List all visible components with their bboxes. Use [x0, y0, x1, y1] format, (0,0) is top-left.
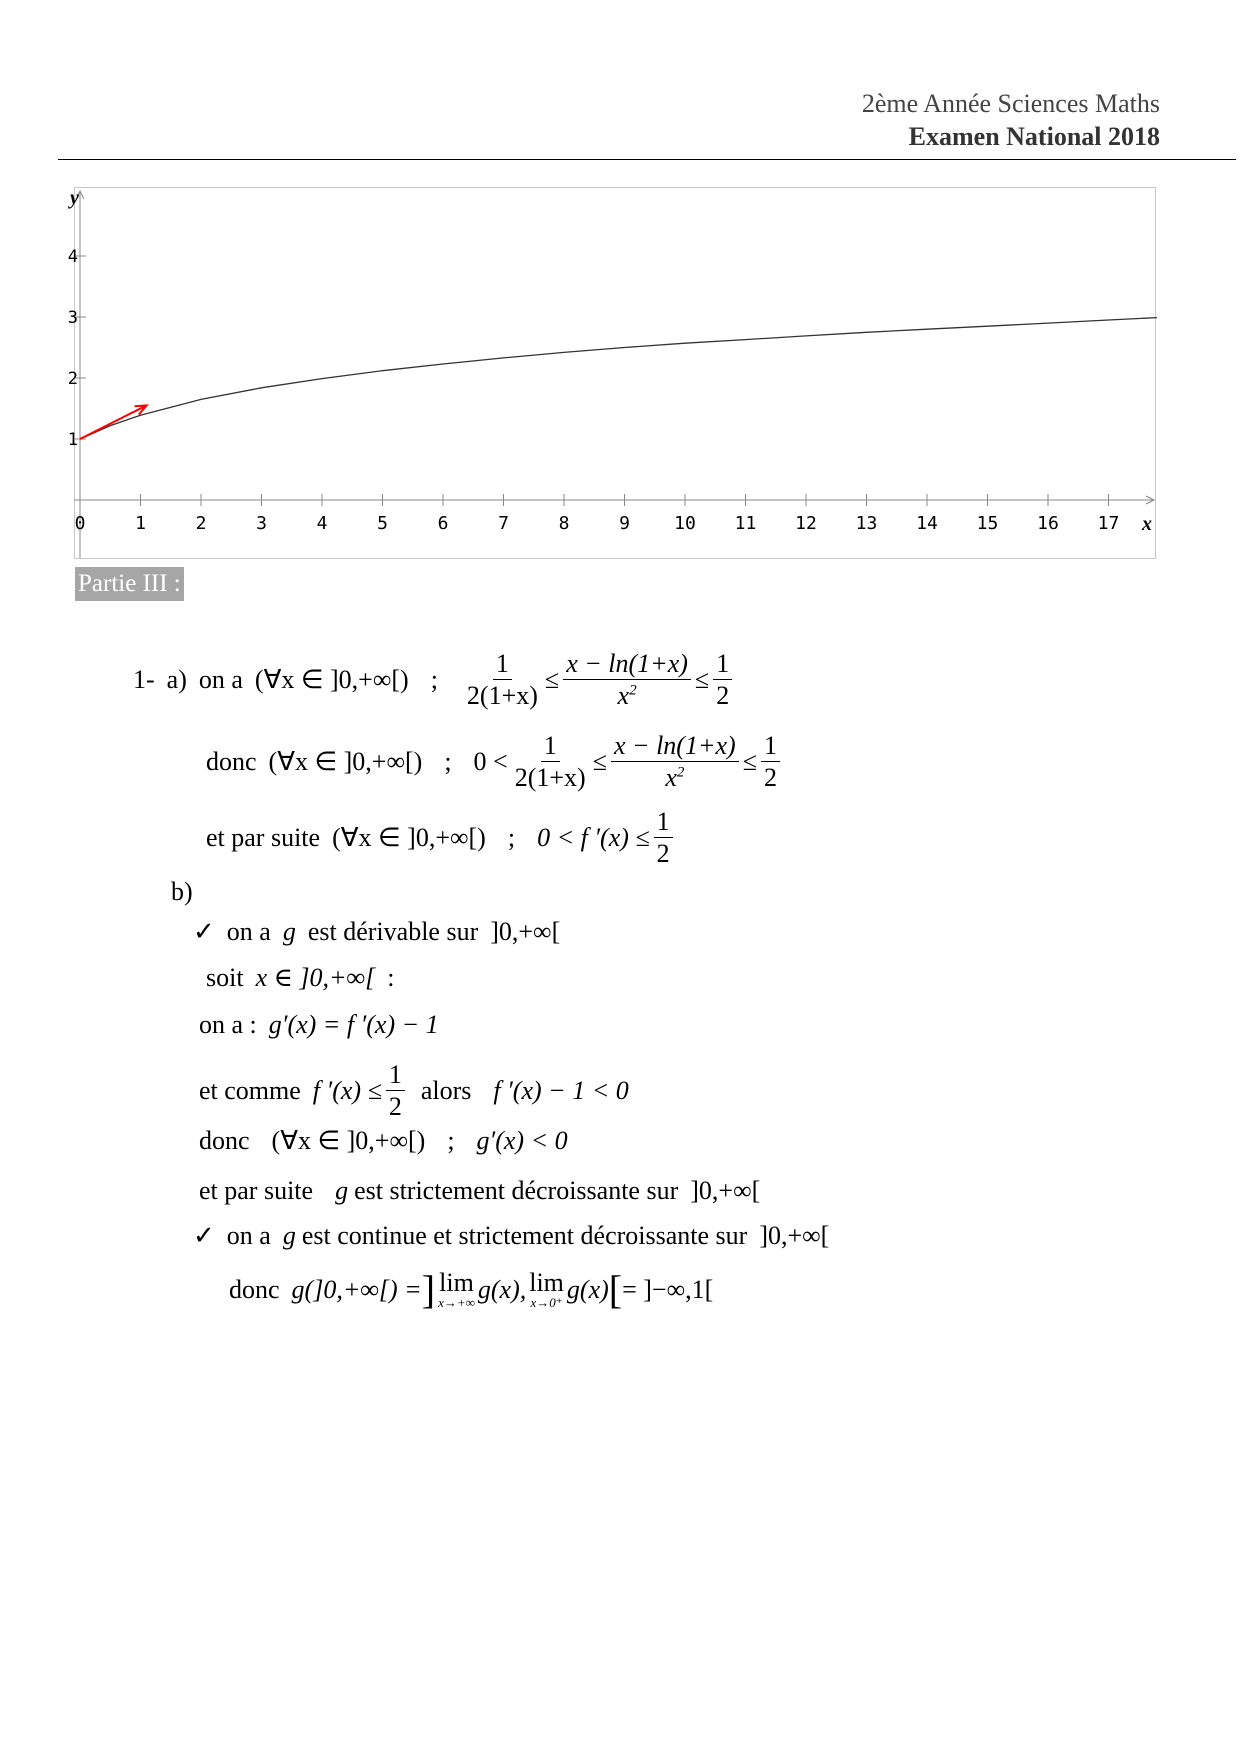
q1a-line1: [133, 650, 736, 710]
check-icon: ✓: [193, 1221, 215, 1250]
limit: [438, 1270, 475, 1309]
q1b-line3: [199, 1010, 439, 1040]
inequality: 0 < f ′(x) ≤: [537, 822, 650, 852]
x-tick-label: 4: [316, 513, 328, 534]
x-tick-label: 12: [795, 513, 817, 534]
operator: ≤: [694, 664, 710, 694]
text: on a :: [199, 1010, 257, 1039]
limit-function: g(x),: [477, 1274, 527, 1304]
text: on a: [226, 1221, 271, 1250]
q1b-line2: [206, 963, 394, 993]
denominator: 2(1+x): [466, 681, 538, 711]
numerator: 1: [761, 732, 780, 762]
header-title: Examen National 2018: [908, 122, 1160, 151]
q1a-line2: [206, 732, 784, 792]
inequality: f ′(x) ≤: [312, 1075, 382, 1105]
numerator: 1: [713, 650, 732, 680]
y-tick-label: 2: [67, 369, 78, 389]
denominator: 2: [716, 681, 730, 711]
fraction: [386, 1061, 405, 1121]
text: donc: [206, 746, 257, 776]
limit-label: lim: [439, 1268, 474, 1297]
numerator: 1: [493, 650, 512, 680]
y-tick-label: 4: [67, 247, 78, 267]
quantifier: (∀x ∈ ]0,+∞[): [268, 746, 423, 776]
separator: ;: [444, 746, 452, 776]
x-tick-label: 10: [674, 513, 696, 534]
function-name: g: [335, 1176, 349, 1205]
numerator: x − ln(1+x): [563, 650, 691, 680]
numerator: 1: [654, 808, 673, 838]
denominator: 2: [763, 763, 777, 793]
q1b-line5: [199, 1126, 568, 1156]
graph-frame: [75, 188, 1156, 559]
separator: ;: [430, 664, 438, 694]
operator: ≤: [544, 664, 560, 694]
text: donc: [229, 1274, 280, 1304]
y-axis-label: y: [70, 187, 79, 209]
x-tick-label: 6: [437, 513, 449, 534]
denominator: 2: [388, 1092, 402, 1122]
text: est continue et strictement décroissante sur: [301, 1221, 748, 1250]
fraction: [713, 650, 732, 710]
q1b-line8: [229, 1266, 714, 1312]
q1b-line6: [199, 1176, 760, 1206]
x-tick-label: 11: [734, 513, 757, 534]
result: = ]−∞,1[: [622, 1274, 714, 1304]
q1b-label: b): [171, 877, 193, 906]
x-tick-label: 14: [916, 513, 938, 534]
limit-subscript: x→0⁺: [530, 1295, 563, 1310]
check-icon: ✓: [193, 917, 215, 946]
function-name: g: [282, 1221, 296, 1250]
text: et par suite: [206, 822, 321, 852]
operator: ≤: [592, 746, 607, 776]
condition: x ∈ ]0,+∞[: [255, 963, 376, 992]
text: et comme: [199, 1075, 301, 1105]
separator: ;: [507, 822, 516, 852]
denominator: $x^2$: [665, 763, 685, 793]
fraction: [654, 808, 673, 868]
interval: ]0,+∞[: [490, 917, 561, 946]
operator: ≤: [742, 746, 757, 776]
fraction: [563, 650, 691, 710]
function-graph: [67, 187, 1156, 559]
x-tick-label: 1: [135, 513, 146, 534]
text: est strictement décroissante sur: [354, 1176, 679, 1205]
q1b-line1: [193, 917, 560, 947]
question-part-label: a): [166, 664, 187, 694]
fraction: [512, 732, 589, 792]
x-tick-label: 3: [256, 513, 267, 534]
text: on a: [198, 664, 243, 694]
text: alors: [420, 1075, 472, 1105]
function-name: g: [282, 917, 296, 946]
inequality: f ′(x) − 1 < 0: [493, 1075, 629, 1105]
denominator: $x^2$: [617, 681, 637, 711]
quantifier: (∀x ∈ ]0,+∞[): [271, 1126, 426, 1155]
text: soit: [206, 963, 244, 992]
text: on a: [226, 917, 271, 946]
denominator: 2: [656, 839, 670, 869]
quantifier: (∀x ∈ ]0,+∞[): [254, 664, 409, 694]
interval: ]0,+∞[: [690, 1176, 761, 1205]
x-tick-label: 9: [619, 513, 630, 534]
denominator-base: x: [617, 681, 630, 711]
x-tick-label: 15: [976, 513, 999, 534]
numerator: 1: [386, 1061, 405, 1091]
x-tick-label: 16: [1037, 513, 1059, 534]
fraction: [611, 732, 739, 792]
text: est dérivable sur: [307, 917, 479, 946]
q1a-line3: [206, 808, 677, 868]
text: et par suite: [199, 1176, 314, 1205]
x-tick-label: 8: [558, 513, 570, 534]
equation: g′(x) = f ′(x) − 1: [268, 1010, 439, 1039]
y-tick-label: 1: [67, 430, 78, 450]
interval: ]0,+∞[: [759, 1221, 830, 1250]
x-tick-label: 2: [195, 513, 207, 534]
limit-subscript: x→+∞: [438, 1295, 475, 1310]
limit: [529, 1270, 564, 1309]
bracket: ]: [421, 1266, 436, 1312]
inequality: g′(x) < 0: [476, 1126, 568, 1155]
q1b-line7: [193, 1221, 829, 1251]
x-tick-label: 0: [74, 513, 86, 534]
limit-function: g(x): [566, 1274, 609, 1304]
x-tick-label: 5: [377, 513, 388, 534]
question-number: 1-: [133, 664, 155, 694]
image-expression: g(]0,+∞[) =: [291, 1274, 422, 1304]
header-subtitle: 2ème Année Sciences Maths: [861, 89, 1160, 118]
x-tick-label: 13: [855, 513, 878, 534]
x-tick-label: 17: [1097, 513, 1120, 534]
text: :: [387, 963, 395, 992]
tangent-arrow: [80, 405, 147, 439]
quantifier: (∀x ∈ ]0,+∞[): [332, 822, 486, 852]
bracket: [: [608, 1266, 623, 1312]
text: donc: [199, 1126, 250, 1155]
denominator: 2(1+x): [514, 763, 586, 793]
separator: ;: [447, 1126, 455, 1155]
operator: 0 <: [473, 746, 508, 776]
function-curve: [80, 318, 1157, 439]
y-tick-label: 3: [67, 308, 78, 328]
q1b-line4: [199, 1061, 629, 1121]
numerator: 1: [541, 732, 560, 762]
numerator: x − ln(1+x): [611, 732, 739, 762]
denominator-base: x: [665, 763, 677, 793]
fraction: [761, 732, 780, 792]
header-divider: [58, 159, 1236, 160]
x-tick-label: 7: [498, 513, 509, 534]
fraction: [464, 650, 541, 710]
limit-label: lim: [529, 1268, 564, 1297]
x-axis-label: x: [1142, 513, 1152, 535]
section-title: Partie III :: [75, 567, 184, 601]
